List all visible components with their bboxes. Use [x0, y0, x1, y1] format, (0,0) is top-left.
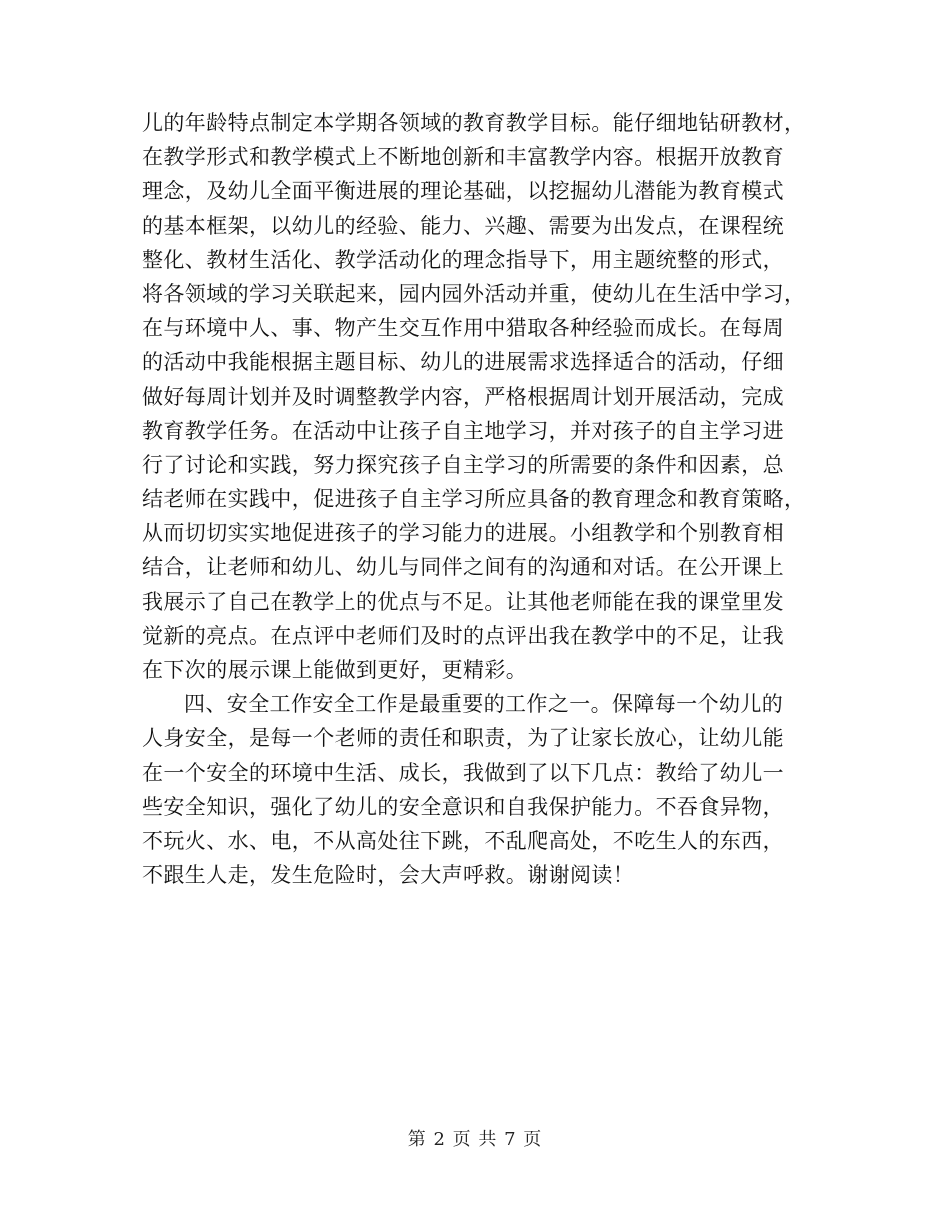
text-line: 觉新的亮点。在点评中老师们及时的点评出我在教学中的不足，让我: [142, 623, 784, 648]
text-line: 的活动中我能根据主题目标、幼儿的进展需求选择适合的活动，仔细: [142, 350, 784, 375]
text-line: 整化、教材生活化、教学活动化的理念指导下，用主题统整的形式，: [142, 247, 784, 272]
text-line: 我展示了自己在教学上的优点与不足。让其他老师能在我的课堂里发: [142, 589, 784, 614]
document-body: [142, 106, 810, 892]
text-line: 理念，及幼儿全面平衡进展的理论基础，以挖掘幼儿潜能为教育模式: [142, 179, 784, 204]
text-line: 结合，让老师和幼儿、幼儿与同伴之间有的沟通和对话。在公开课上: [142, 555, 784, 580]
text-line: 人身安全，是每一个老师的责任和职责，为了让家长放心，让幼儿能: [142, 726, 784, 751]
text-line: 在下次的展示课上能做到更好，更精彩。: [142, 658, 528, 682]
text-line: 从而切切实实地促进孩子的学习能力的进展。小组教学和个别教育相: [142, 521, 784, 546]
text-line: 些安全知识，强化了幼儿的安全意识和自我保护能力。不吞食异物，: [142, 794, 784, 819]
text-line: 结老师在实践中，促进孩子自主学习所应具备的教育理念和教育策略，: [142, 487, 806, 512]
text-line: 在与环境中人、事、物产生交互作用中猎取各种经验而成长。在每周: [142, 316, 784, 341]
text-line: 的基本框架，以幼儿的经验、能力、兴趣、需要为出发点，在课程统: [142, 213, 784, 238]
text-line: 在教学形式和教学模式上不断地创新和丰富教学内容。根据开放教育: [142, 145, 784, 170]
text-line: 不玩火、水、电，不从高处往下跳，不乱爬高处，不吃生人的东西，: [142, 828, 784, 853]
text-line: 在一个安全的环境中生活、成长，我做到了以下几点：教给了幼儿一: [142, 760, 784, 785]
text-line: 教育教学任务。在活动中让孩子自主地学习，并对孩子的自主学习进: [142, 418, 784, 443]
text-line: 行了讨论和实践，努力探究孩子自主学习的所需要的条件和因素，总: [142, 452, 784, 477]
text-line: 将各领域的学习关联起来，园内园外活动并重，使幼儿在生活中学习，: [142, 281, 806, 306]
text-line: 不跟生人走，发生危险时，会大声呼救。谢谢阅读！: [142, 863, 635, 888]
section-heading-line: 四、安全工作安全工作是最重要的工作之一。保障每一个幼儿的: [184, 692, 784, 717]
text-line: 儿的年龄特点制定本学期各领域的教育教学目标。能仔细地钻研教材，: [142, 111, 806, 135]
page-number-footer: 第 2 页 共 7 页: [407, 1129, 543, 1150]
text-line: 做好每周计划并及时调整教学内容，严格根据周计划开展活动，完成: [142, 384, 784, 409]
